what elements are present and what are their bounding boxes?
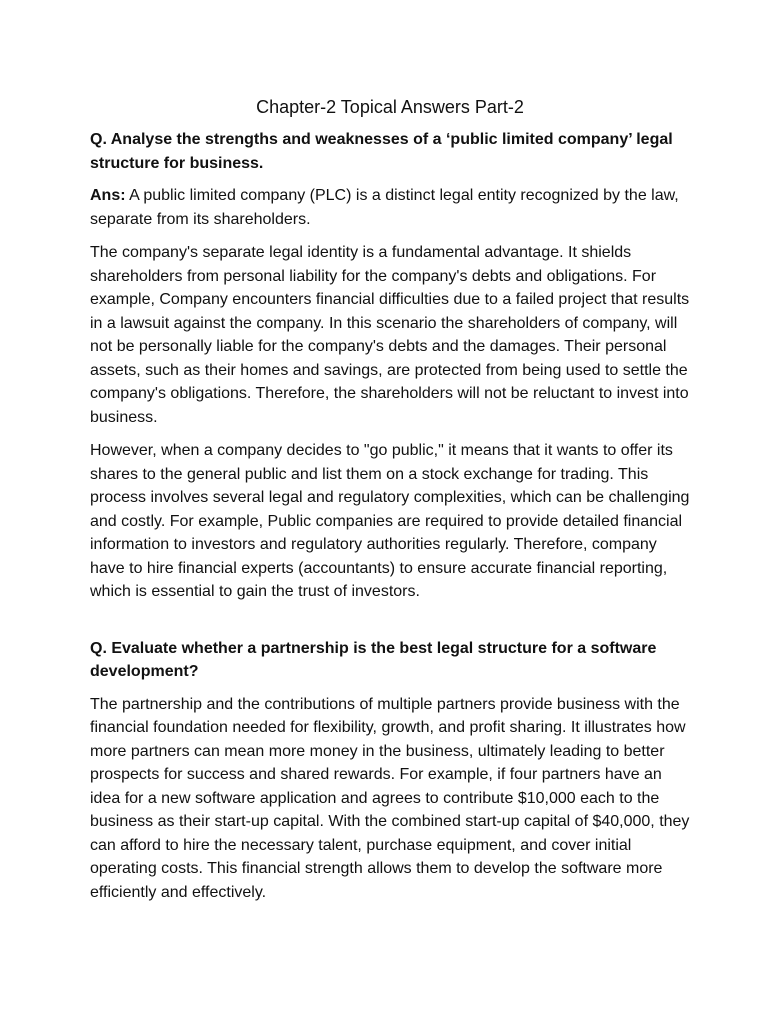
answer-paragraph-1 [90,184,690,231]
question-2: Q. Evaluate whether a partnership is the best legal structure for a software development? [90,639,657,680]
answer-paragraph-2: The company's separate legal identity is a fundamental advantage. It shields shareholders from personal liability for the company's debts and obligations. For example, Company encounters financial difficulties due to a failed project that results in a lawsuit against the company. In this scenario the shareholders of company, will not be personally liable for the company's debts and the damages. Their personal assets, such as their homes and savings, are protected from being used to settle the company's obligations. Therefore, the shareholders will not be reluctant to invest into business. [90,244,690,426]
page-title: Chapter-2 Topical Answers Part-2 [256,97,524,117]
document-page [90,94,690,914]
answer-text: A public limited company (PLC) is a distinct legal entity recognized by the law, separate from its shareholders. [90,187,679,228]
question-1: Q. Analyse the strengths and weaknesses of a ‘public limited company’ legal structure for business. [90,131,673,172]
answer-paragraph-3: However, when a company decides to "go public," it means that it wants to offer its shares to the general public and list them on a stock exchange for trading. This process involves several legal and regulatory complexities, which can be challenging and costly. For example, Public companies are required to provide detailed financial information to investors and regulatory authorities regularly. Therefore, company have to hire financial experts (accountants) to ensure accurate financial reporting, which is essential to gain the trust of investors. [90,442,690,600]
section-spacer [90,614,690,637]
answer-paragraph-4: The partnership and the contributions of multiple partners provide business with the financial foundation needed for flexibility, growth, and profit sharing. It illustrates how more partners can mean more money in the business, ultimately leading to better prospects for success and shared rewards. For example, if four partners have an idea for a new software application and agrees to contribute $10,000 each to the business as their start-up capital. With the combined start-up capital of $40,000, they can afford to hire the necessary talent, purchase equipment, and cover initial operating costs. This financial strength allows them to develop the software more efficiently and effectively. [90,695,690,901]
answer-label: Ans: [90,187,126,204]
